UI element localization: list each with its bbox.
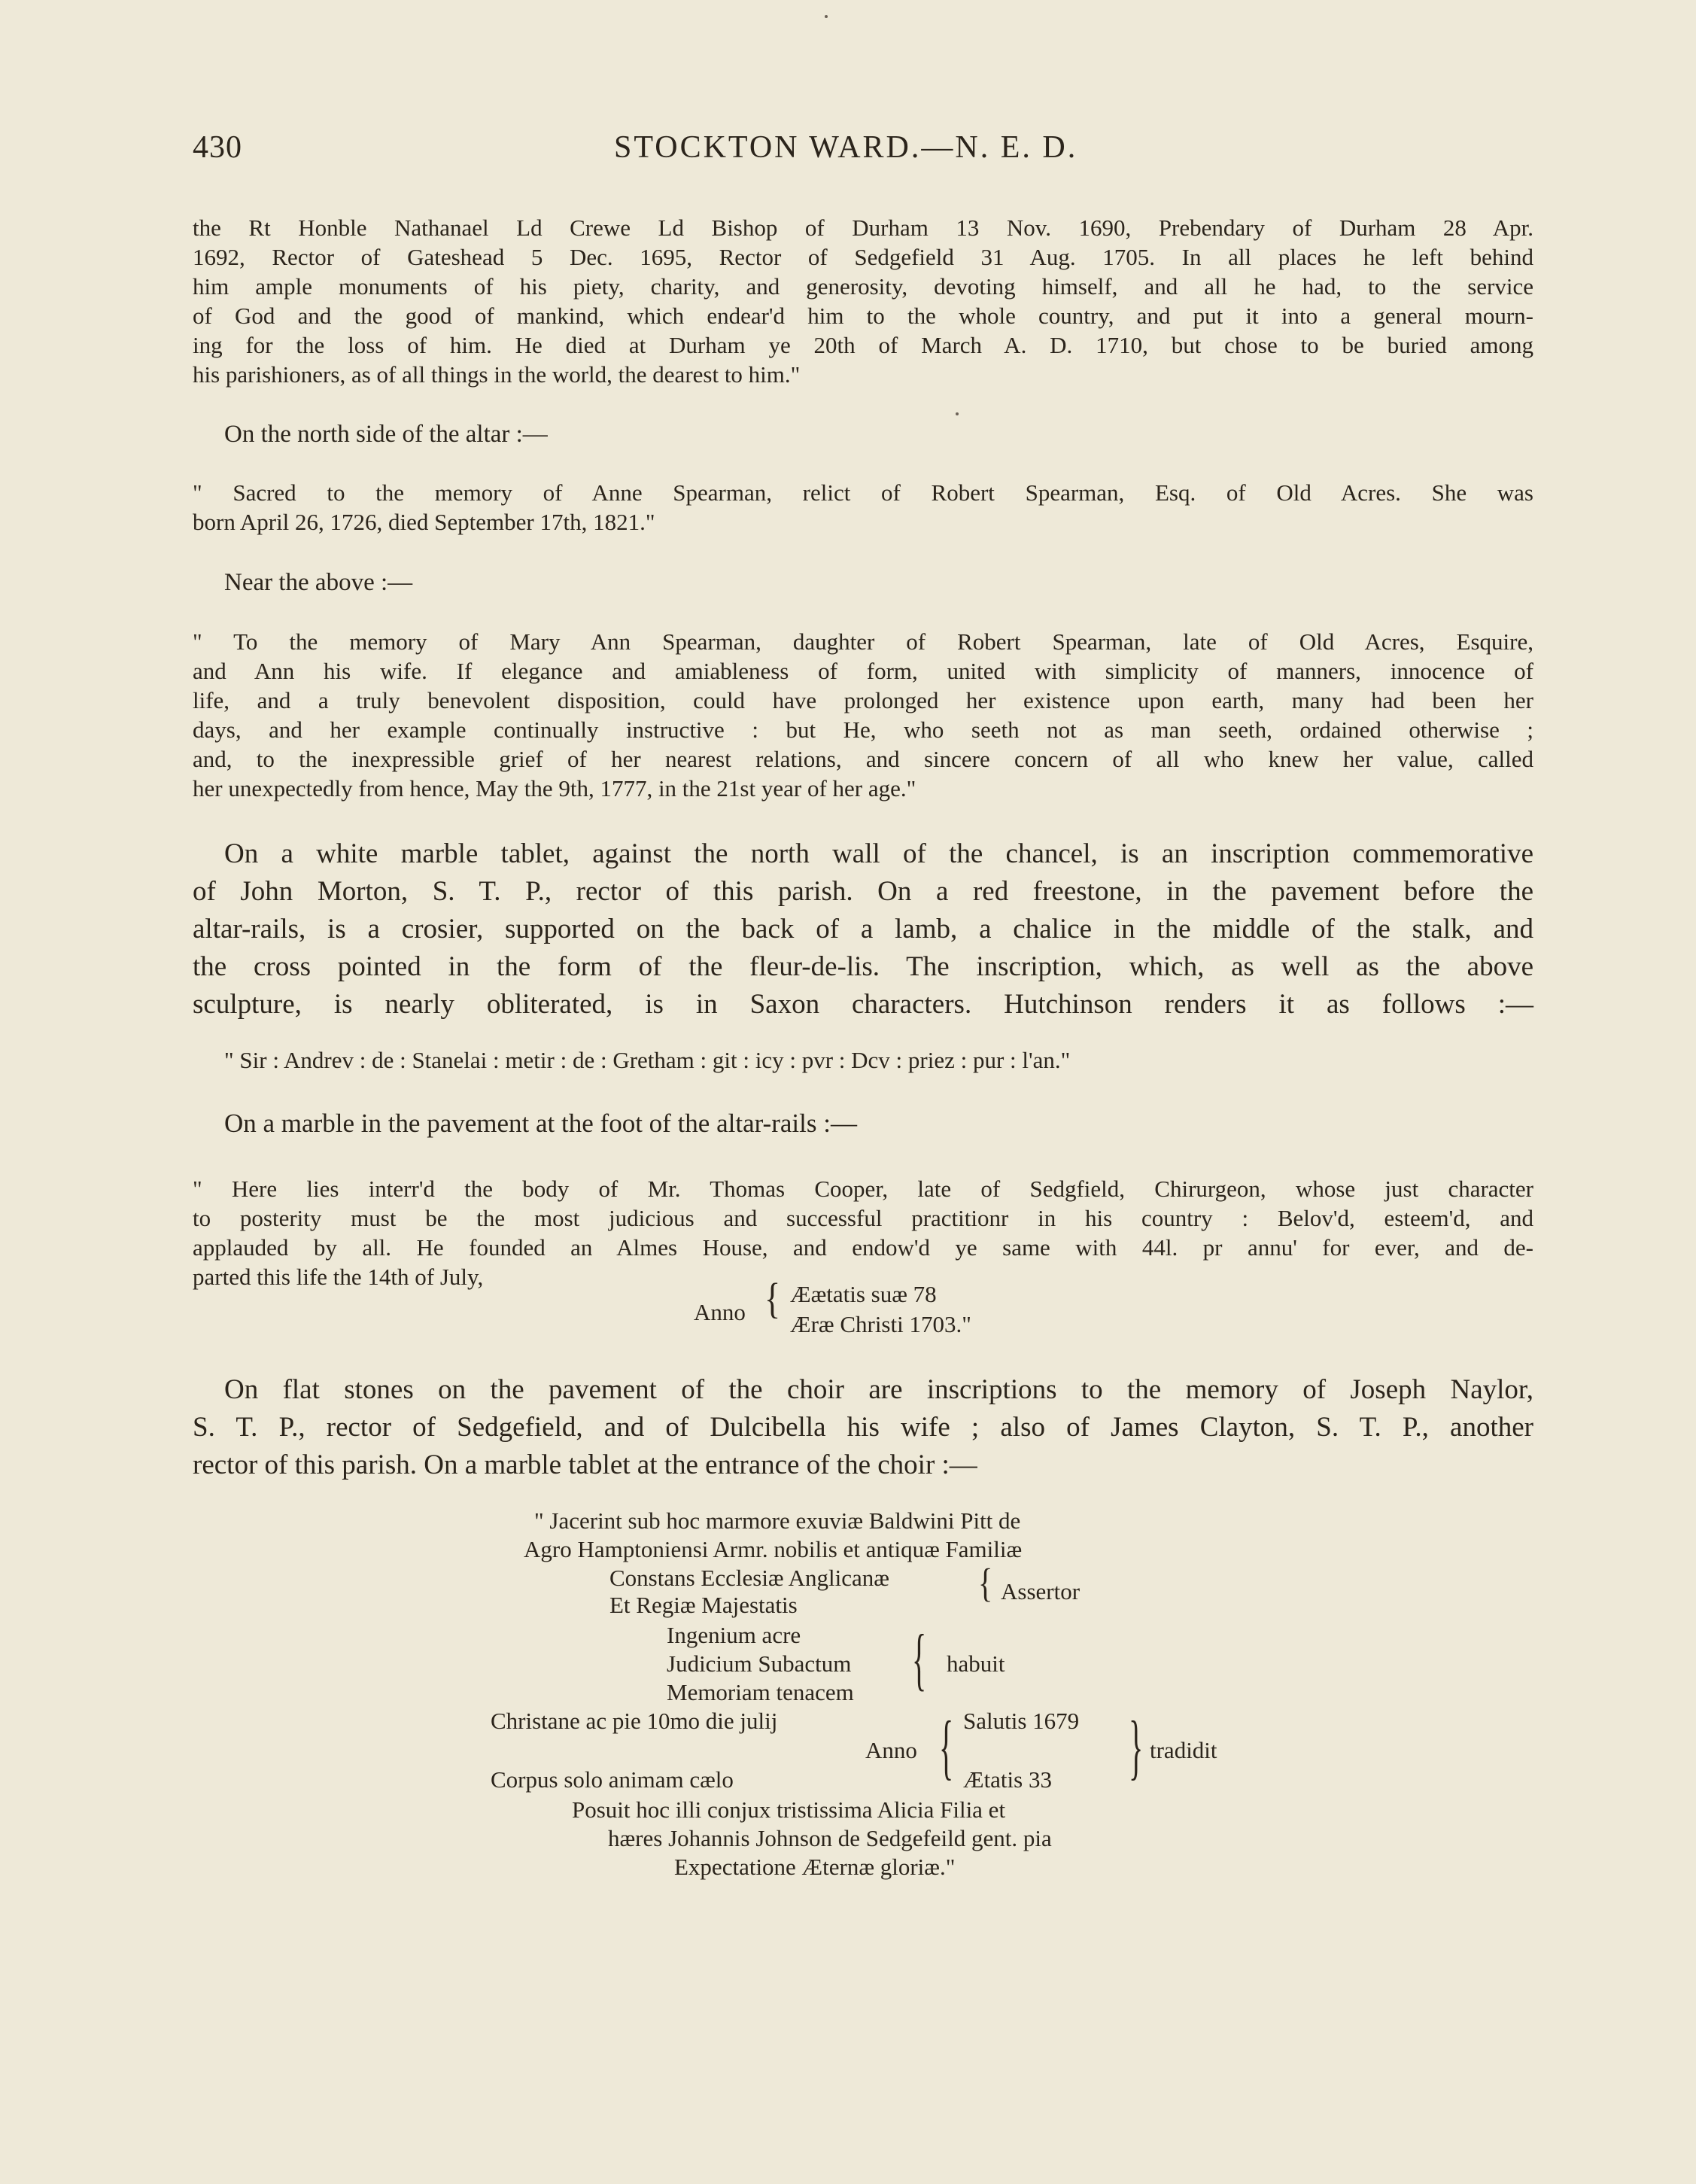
brace: { — [1129, 1705, 1144, 1787]
text-line: On flat stones on the pavement of the choir are inscriptions to the memory of Joseph Naylor, — [224, 1374, 1533, 1405]
text-line: parted this life the 14th of July, — [193, 1264, 484, 1290]
brace: { — [939, 1705, 954, 1787]
text-line: " Sacred to the memory of Anne Spearman, relict of Robert Spearman, Esq. of Old Acres. She was — [193, 479, 1533, 506]
text-line: " To the memory of Mary Ann Spearman, daughter of Robert Spearman, late of Old Acres, Esquire, — [193, 628, 1533, 655]
text-line: days, and her example continually instructive : but He, who seeth not as man seeth, ordained otherwise ; — [193, 716, 1533, 743]
running-header — [193, 129, 1533, 175]
anno-label: Anno — [694, 1299, 746, 1325]
text-line: " Here lies interr'd the body of Mr. Thomas Cooper, late of Sedgfield, Chirurgeon, whose just character — [193, 1176, 1533, 1202]
inscription-line: " Jacerint sub hoc marmore exuviæ Baldwini Pitt de — [534, 1507, 1021, 1534]
text-line: the cross pointed in the form of the fleur-de-lis. The inscription, which, as well as the above — [193, 951, 1533, 982]
inscription-line: Et Regiæ Majestatis — [609, 1592, 798, 1618]
assertor-label: Assertor — [1001, 1578, 1081, 1605]
text-line: the Rt Honble Nathanael Ld Crewe Ld Bishop of Durham 13 Nov. 1690, Prebendary of Durham 28 Apr. — [193, 214, 1533, 241]
page-number: 430 — [193, 130, 242, 165]
section-heading: Near the above :— — [224, 569, 413, 596]
text-line: altar-rails, is a crosier, supported on the back of a lamb, a chalice in the middle of the stalk, and — [193, 914, 1533, 944]
running-title: STOCKTON WARD.—N. E. D. — [614, 130, 1078, 165]
text-line: to posterity must be the most judicious and successful practitionr in his country : Belov'd, esteem'd, and — [193, 1205, 1533, 1231]
text-line: born April 26, 1726, died September 17th, 1821." — [193, 509, 655, 535]
text-line: his parishioners, as of all things in the world, the dearest to him." — [193, 361, 801, 388]
anno-label: Anno — [865, 1737, 917, 1763]
inscription-line: hæres Johannis Johnson de Sedgefeild gent. pia — [608, 1825, 1052, 1851]
text-line: ing for the loss of him. He died at Durham ye 20th of March A. D. 1710, but chose to be buried among — [193, 332, 1533, 358]
text-line: him ample monuments of his piety, charity, and generosity, devoting himself, and all he had, to the service — [193, 273, 1533, 300]
page-speck — [956, 412, 959, 415]
text-line: 1692, Rector of Gateshead 5 Dec. 1695, Rector of Sedgefield 31 Aug. 1705. In all places he left behind — [193, 244, 1533, 270]
section-heading: On a marble in the pavement at the foot of the altar-rails :— — [224, 1109, 857, 1138]
brace: { — [912, 1620, 927, 1698]
inscription-line: Posuit hoc illi conjux tristissima Alicia Filia et — [572, 1796, 1006, 1823]
text-line: S. T. P., rector of Sedgefield, and of Dulcibella his wife ; also of James Clayton, S. T. P., another — [193, 1412, 1533, 1443]
text-line: of John Morton, S. T. P., rector of this parish. On a red freestone, in the pavement before the — [193, 876, 1533, 907]
text-line: life, and a truly benevolent disposition, could have prolonged her existence upon earth, many had been her — [193, 687, 1533, 713]
anno-line: Æræ Christi 1703." — [790, 1311, 971, 1337]
text-line: her unexpectedly from hence, May the 9th, 1777, in the 21st year of her age." — [193, 775, 916, 802]
habuit-label: habuit — [947, 1650, 1005, 1677]
tradidit-label: tradidit — [1150, 1737, 1217, 1763]
inscription-line: Christane ac pie 10mo die julij — [491, 1708, 778, 1734]
inscription-line: Expectatione Æternæ gloriæ." — [674, 1854, 956, 1880]
section-heading: On the north side of the altar :— — [224, 421, 548, 448]
text-line: rector of this parish. On a marble tablet at the entrance of the choir :— — [193, 1449, 977, 1480]
inscription-line: Constans Ecclesiæ Anglicanæ — [609, 1565, 889, 1591]
text-line: and Ann his wife. If elegance and amiableness of form, united with simplicity of manners, innocence of — [193, 658, 1533, 684]
inscription-line: Corpus solo animam cælo — [491, 1766, 734, 1793]
brace: { — [978, 1560, 993, 1606]
text-line: On a white marble tablet, against the north wall of the chancel, is an inscription commemorative — [224, 838, 1533, 869]
inscription-line: Memoriam tenacem — [667, 1679, 854, 1705]
inscription-line: Agro Hamptoniensi Armr. nobilis et antiquæ Familiæ — [524, 1536, 1023, 1562]
aetatis-line: Ætatis 33 — [963, 1766, 1052, 1793]
brace: { — [764, 1274, 781, 1323]
text-line: applauded by all. He founded an Almes House, and endow'd ye same with 44l. pr annu' for ever, and de- — [193, 1234, 1533, 1261]
anno-line: Æætatis suæ 78 — [790, 1281, 937, 1307]
saxon-inscription: " Sir : Andrev : de : Stanelai : metir : de : Gretham : git : icy : pvr : Dcv : priez : pur : l'an." — [224, 1047, 1071, 1073]
text-line: sculpture, is nearly obliterated, is in Saxon characters. Hutchinson renders it as follows :— — [193, 989, 1533, 1020]
inscription-line: Ingenium acre — [667, 1622, 801, 1648]
text-line: of God and the good of mankind, which endear'd him to the whole country, and put it into a general mourn- — [193, 303, 1533, 329]
text-line: and, to the inexpressible grief of her nearest relations, and sincere concern of all who knew her value, called — [193, 746, 1533, 772]
page-speck — [825, 15, 828, 18]
inscription-line: Judicium Subactum — [667, 1650, 852, 1677]
salutis-line: Salutis 1679 — [963, 1708, 1080, 1734]
